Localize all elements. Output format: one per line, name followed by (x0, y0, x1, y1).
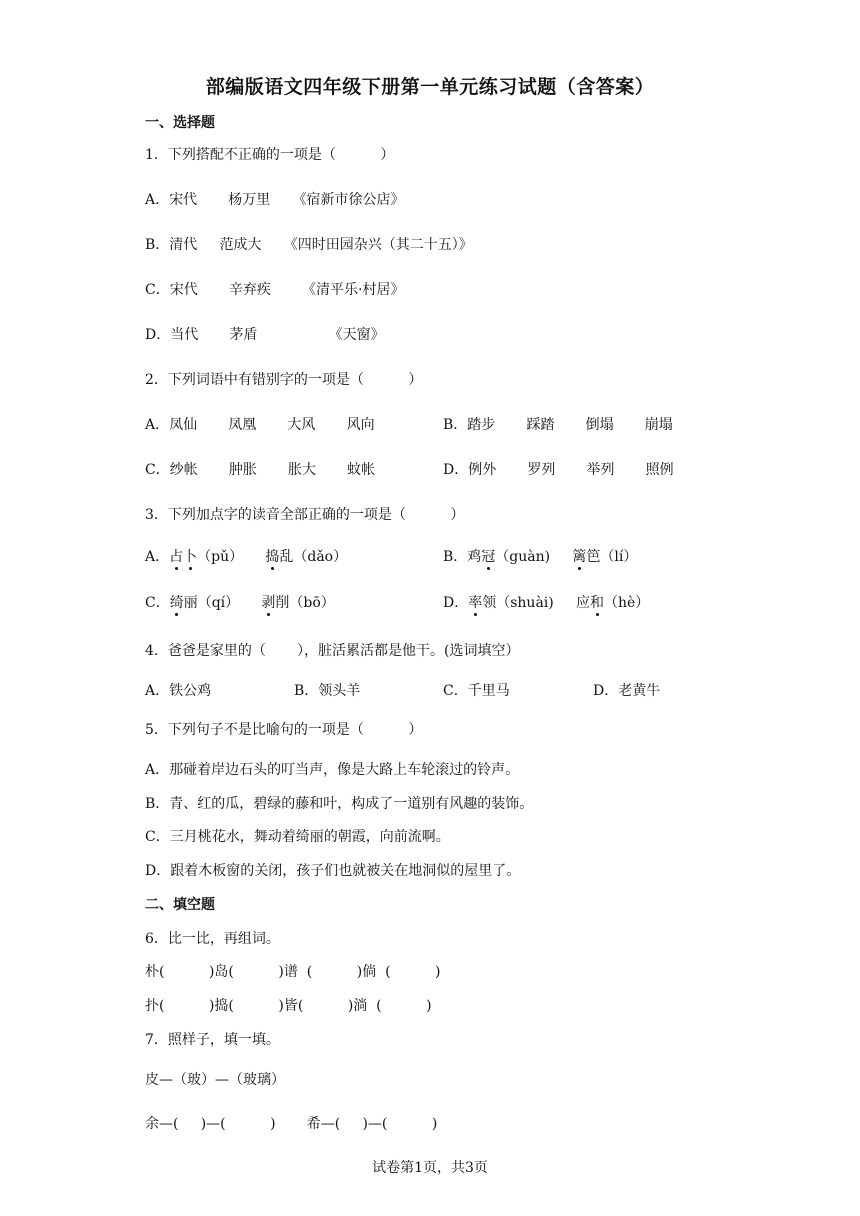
question-6-stem: 6．比一比，再组词。 (145, 931, 280, 947)
question-5-option-b: B．青、红的瓜，碧绿的藤和叶，构成了一道别有风趣的装饰。 (145, 796, 534, 812)
question-2-option-a: A．凤仙 凤凰 大风 风向 (145, 417, 375, 433)
section-heading-choice: 一、选择题 (145, 115, 215, 131)
dotted-char: 篱 (572, 549, 587, 565)
question-7-stem: 7．照样子，填一填。 (145, 1032, 280, 1048)
question-2-option-b: B．踏步 踩踏 倒塌 崩塌 (443, 417, 673, 433)
question-4-option-b: B．领头羊 (294, 683, 361, 699)
dotted-char: 卜 (183, 549, 198, 565)
question-6-row-1: 朴( )岛( )谱 ( )倘 ( ) (145, 964, 441, 980)
question-1-option-a: A．宋代 杨万里 《宿新市徐公店》 (145, 192, 405, 208)
question-5-option-c: C．三月桃花水，舞动着绮丽的朝霞，向前流啊。 (145, 829, 450, 845)
question-3-option-b: B．鸡冠（guàn) 篱笆（lí） (443, 549, 638, 565)
dotted-char: 冠 (481, 549, 496, 565)
question-1-option-c: C．宋代 辛弃疾 《清平乐·村居》 (145, 282, 405, 298)
question-5-option-a: A．那碰着岸边石头的叮当声，像是大路上车轮滚过的铃声。 (145, 762, 520, 778)
page-title: 部编版语文四年级下册第一单元练习试题（含答案） (205, 76, 655, 98)
question-3-option-a: A．占卜（pǔ） 捣乱（dǎo） (145, 549, 348, 565)
dotted-char: 剥 (261, 595, 276, 611)
question-2-option-c: C．纱帐 肿胀 胀大 蚊帐 (145, 462, 376, 478)
question-1-option-b: B．清代 范成大 《四时田园杂兴（其二十五）》 (145, 237, 473, 253)
section-heading-fill: 二、填空题 (145, 897, 215, 913)
question-6-row-2: 扑( )捣( )皆( )淌 ( ) (145, 998, 432, 1014)
question-4-stem: 4．爸爸是家里的（ ），脏活累活都是他干。(选词填空） (145, 643, 520, 659)
dotted-char: 率 (468, 595, 483, 611)
question-3-stem: 3．下列加点字的读音全部正确的一项是（ ） (145, 507, 465, 523)
question-7-row: 余—( )—( ) 希—( )—( ) (145, 1116, 438, 1132)
page-footer: 试卷第1页，共3页 (372, 1160, 488, 1176)
question-4-option-a: A．铁公鸡 (145, 683, 212, 699)
question-4-option-d: D．老黄牛 (593, 683, 661, 699)
question-1-stem: 1．下列搭配不正确的一项是（ ） (145, 147, 395, 163)
dotted-char: 占 (169, 549, 184, 565)
question-7-example: 皮—（玻）—（玻璃） (145, 1072, 285, 1088)
question-3-option-d: D．率领（shuài) 应和（hè） (443, 595, 650, 611)
question-5-option-d: D．跟着木板窗的关闭，孩子们也就被关在地洞似的屋里了。 (145, 863, 521, 879)
question-2-option-d: D．例外 罗列 举列 照例 (443, 462, 674, 478)
dotted-char: 和 (590, 595, 604, 611)
question-1-option-d: D．当代 茅盾 《天窗》 (145, 327, 385, 343)
question-5-stem: 5．下列句子不是比喻句的一项是（ ） (145, 722, 423, 738)
question-2-stem: 2．下列词语中有错别字的一项是（ ） (145, 372, 423, 388)
question-3-option-c: C．绮丽（qí） 剥削（bō） (145, 595, 335, 611)
dotted-char: 绮 (169, 595, 184, 611)
question-4-option-c: C．千里马 (443, 683, 510, 699)
dotted-char: 捣 (265, 549, 280, 565)
